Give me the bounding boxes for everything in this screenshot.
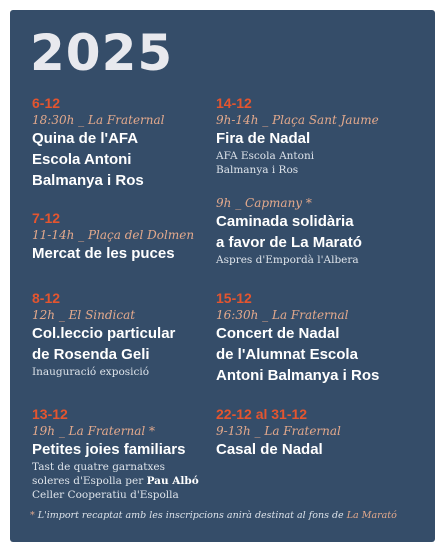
event-time-place: 19h _ La Fraternal * <box>32 424 156 438</box>
event-title: Casal de Nadal <box>216 441 323 458</box>
event-casal-nadal <box>216 406 416 460</box>
event-mercat-puces <box>32 210 232 264</box>
event-title: Mercat de les puces <box>32 245 175 262</box>
event-poster <box>10 10 435 542</box>
event-quina <box>32 95 232 191</box>
event-caminada <box>216 195 416 267</box>
event-subtitle: Tast de quatre garnatxes soleres d'Espolla per Pau Albó Celler Cooperatiu d'Espolla <box>32 461 199 501</box>
event-subtitle: Inauguració exposició <box>32 366 150 378</box>
footnote: * L'import recaptat amb les inscripcions anirà destinat al fons de La Marató <box>30 510 397 521</box>
event-fira-de-nadal <box>216 95 416 177</box>
event-date: 13-12 <box>32 406 68 422</box>
event-subtitle: Aspres d'Empordà l'Albera <box>216 254 359 266</box>
event-time-place: 12h _ El Sindicat <box>32 308 136 322</box>
event-time-place: 16:30h _ La Fraternal <box>216 308 349 322</box>
event-title: Quina de l'AFA Escola Antoni Balmanya i Ros <box>32 130 144 189</box>
event-time-place: 11-14h _ Plaça del Dolmen <box>32 228 195 242</box>
event-title: Col.leccio particular de Rosenda Geli <box>32 325 176 363</box>
asterisk-icon: * <box>305 196 312 210</box>
event-date: 15-12 <box>216 290 252 306</box>
event-time-place: 9h-14h _ Plaça Sant Jaume <box>216 113 379 127</box>
event-date: 6-12 <box>32 95 61 111</box>
event-concert-nadal <box>216 290 416 386</box>
asterisk-icon: * <box>149 424 156 438</box>
event-petites-joies <box>32 406 232 502</box>
event-title: Fira de Nadal <box>216 130 311 147</box>
event-subtitle: AFA Escola Antoni Balmanya i Ros <box>216 150 315 176</box>
event-title: Caminada solidària a favor de La Marató <box>216 213 362 251</box>
event-time-place: 18:30h _ La Fraternal <box>32 113 165 127</box>
event-date: 22-12 al 31-12 <box>216 406 308 422</box>
event-title: Petites joies familiars <box>32 441 186 458</box>
event-title: Concert de Nadal de l'Alumnat Escola Antoni Balmanya i Ros <box>216 325 380 384</box>
event-time-place: 9h _ Capmany * <box>216 196 312 210</box>
asterisk-icon: * <box>30 510 35 521</box>
event-time-place: 9-13h _ La Fraternal <box>216 424 341 438</box>
event-date: 14-12 <box>216 95 252 111</box>
event-date: 8-12 <box>32 290 61 306</box>
event-colleccio <box>32 290 232 379</box>
poster-year: 2025 <box>30 24 174 82</box>
event-date: 7-12 <box>32 210 61 226</box>
